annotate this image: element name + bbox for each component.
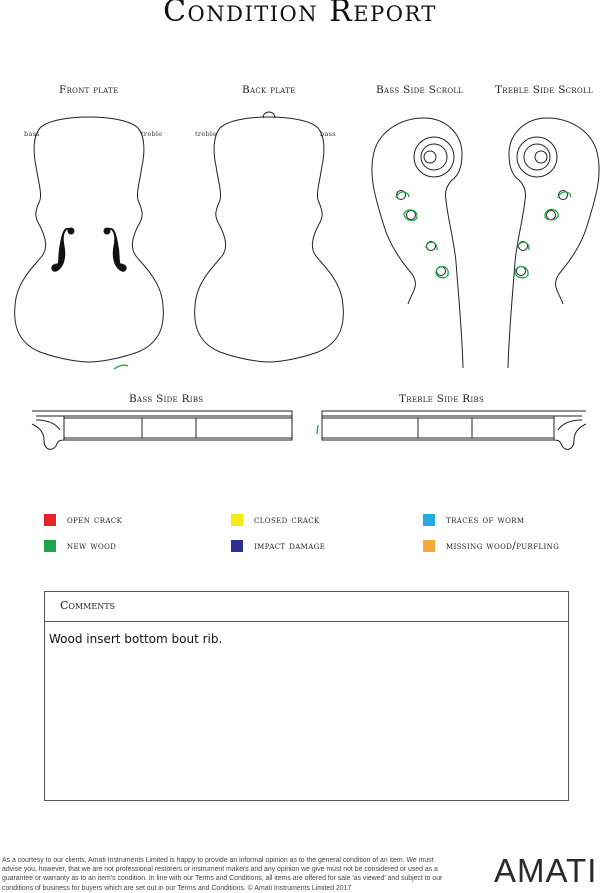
back-plate-outline [195,117,344,362]
bass-scroll-outline [372,118,463,368]
legend-new-wood: new wood [44,538,116,554]
back-bass-side-label: bass [320,130,336,138]
back-plate-label: Back plate [242,84,296,96]
legend-traces-of-worm: traces of worm [423,512,525,528]
treble-ribs-outline [322,411,586,449]
treble-ribs-label: Treble Side Ribs [399,393,485,405]
treble-scroll-label: Treble Side Scroll [495,84,593,96]
legend-closed-crack: closed crack [231,512,320,528]
new-wood-mark-rib [317,425,318,434]
comments-label: Comments [60,599,116,612]
new-wood-mark-bass-scroll-4 [436,266,448,277]
bass-ribs-label: Bass Side Ribs [129,393,204,405]
disclaimer-text: As a courtesy to our clients, Amati Instruments Limited is happy to provide an informal opinion as to the general condition of an item. We must advise you, however, that we are not professional restorers or instrument makers and any opinion we give must not be considered or used as a guarantee or warranty as to an item's condition. In line with our Terms and Conditions, all items are offered for sale 'as viewed' and subject to our conditions of business for buyers which are set out in our Terms and Conditions. © Amati Instruments Limited 2017 [2,857,443,892]
legend-swatch-missing-wood [423,540,435,552]
legend-missing-wood: missing wood/purfling [423,538,559,554]
legend-impact-damage: impact damage [231,538,325,554]
bass-ribs-outline [32,411,292,449]
legend-swatch-impact-damage [231,540,243,552]
legend-swatch-closed-crack [231,514,243,526]
legend-swatch-traces-of-worm [423,514,435,526]
bass-scroll-label: Bass Side Scroll [376,84,464,96]
comments-box [44,591,569,801]
legend-open-crack: open crack [44,512,122,528]
page-title: Condition Report [163,0,437,29]
front-bass-side-label: bass [24,130,40,138]
treble-f-hole [108,228,124,270]
bass-f-hole [54,228,70,270]
new-wood-mark-treble-scroll-1 [558,192,571,198]
comments-header [45,592,568,622]
new-wood-mark-front [114,365,128,369]
back-treble-side-label: treble [195,130,217,138]
front-plate-label: Front plate [59,84,119,96]
new-wood-mark-bass-scroll-1 [396,192,409,198]
front-treble-side-label: treble [141,130,163,138]
legend-swatch-new-wood [44,540,56,552]
front-plate-outline [15,117,164,362]
comment-text: Wood insert bottom bout rib. [49,632,223,646]
legend-swatch-open-crack [44,514,56,526]
amati-logo: AMATI [494,852,598,889]
